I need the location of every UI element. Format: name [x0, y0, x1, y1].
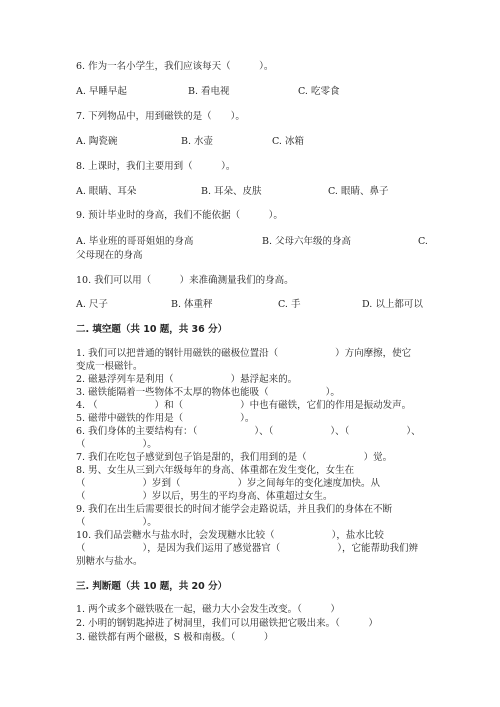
- fill-line: 7. 我们在吃包子感觉到包子馅是甜的，我们用到的是（ ）觉。: [76, 452, 393, 463]
- judge-line: 3. 磁铁都有两个磁极，S 极和南极。（ ）: [76, 632, 274, 643]
- fill-line: （ ）岁以后，男生的平均身高、体重超过女生。: [76, 491, 333, 502]
- question-9-option-c: C.: [418, 236, 428, 247]
- question-6-option-c: C. 吃零食: [298, 86, 340, 97]
- fill-section-heading: 二. 填空题（共 10 题，共 36 分）: [76, 324, 228, 335]
- question-7-stem: 7. 下列物品中，用到磁铁的是（ ）。: [76, 111, 245, 122]
- fill-line: （ ），是因为我们运用了感觉器官（ ），它能帮助我们辨: [76, 543, 419, 554]
- fill-line: 10. 我们品尝糖水与盐水时，会发现糖水比较（ ），盐水比较: [76, 530, 384, 541]
- question-9-stem: 9. 预计毕业时的身高，我们不能依据（ ）。: [76, 210, 283, 221]
- question-8-option-b: B. 耳朵、皮肤: [201, 186, 262, 197]
- question-8-option-a: A. 眼睛、耳朵: [76, 186, 137, 197]
- question-7-option-c: C. 冰箱: [272, 136, 304, 147]
- question-7-option-a: A. 陶瓷碗: [76, 136, 118, 147]
- fill-line: 6. 我们身体的主要结构有：（ ）、（ ）、（ ）、: [76, 426, 421, 437]
- question-8-stem: 8. 上课时，我们主要用到（ ）。: [76, 161, 236, 172]
- fill-line: （ ）。: [76, 439, 157, 450]
- fill-line: 5. 磁带中磁铁的作用是（ ）。: [76, 413, 255, 424]
- question-9-option-c-text: 父母现在的身高: [76, 250, 143, 261]
- question-10-stem: 10. 我们可以用（ ）来准确测量我们的身高。: [76, 275, 294, 286]
- fill-line: 8. 男、女生从三到六年级每年的身高、体重都在发生变化，女生在: [76, 465, 355, 476]
- question-6-option-b: B. 看电视: [188, 86, 230, 97]
- question-6-option-a: A. 早睡早起: [76, 86, 127, 97]
- question-9-option-b: B. 父母六年级的身高: [262, 236, 352, 247]
- question-9-option-a: A. 毕业班的哥哥姐姐的身高: [76, 236, 194, 247]
- judge-line: 1. 两个或多个磁铁吸在一起，磁力大小会发生改变。（ ）: [76, 604, 340, 615]
- fill-line: 9. 我们在出生后需要很长的时间才能学会走路说话，并且我们的身体在不断: [76, 504, 393, 515]
- fill-line: 2. 磁悬浮列车是利用（ ）悬浮起来的。: [76, 374, 298, 385]
- question-7-option-b: B. 水壶: [181, 136, 214, 147]
- fill-line: （ ）。: [76, 517, 157, 528]
- fill-line: 别糖水与盐水。: [76, 556, 143, 567]
- fill-line: 1. 我们可以把普通的钢针用磁铁的磁极位置沿（ ）方向摩擦，使它: [76, 348, 412, 359]
- question-8-option-c: C. 眼睛、鼻子: [328, 186, 389, 197]
- judge-line: 2. 小明的钢钥匙掉进了树洞里，我们可以用磁铁把它吸出来。（ ）: [76, 618, 378, 629]
- question-10-option-d: D. 以上都可以: [362, 299, 423, 310]
- question-10-option-c: C. 手: [278, 299, 301, 310]
- question-10-option-b: B. 体重秤: [171, 299, 213, 310]
- fill-line: 3. 磁铁能隔着一些物体不太厚的物体也能吸（ ）。: [76, 387, 340, 398]
- fill-line: 4. （ ）和（ ）中也有磁铁，它们的作用是振动发声。: [76, 400, 412, 411]
- fill-line: 变成一根磁针。: [76, 361, 143, 372]
- question-6-stem: 6. 作为一名小学生，我们应该每天（ ）。: [76, 61, 274, 72]
- fill-line: （ ）岁到（ ）岁之间每年的变化速度加快。从: [76, 478, 381, 489]
- judge-section-heading: 三. 判断题（共 10 题，共 20 分）: [76, 581, 228, 592]
- question-10-option-a: A. 尺子: [76, 299, 108, 310]
